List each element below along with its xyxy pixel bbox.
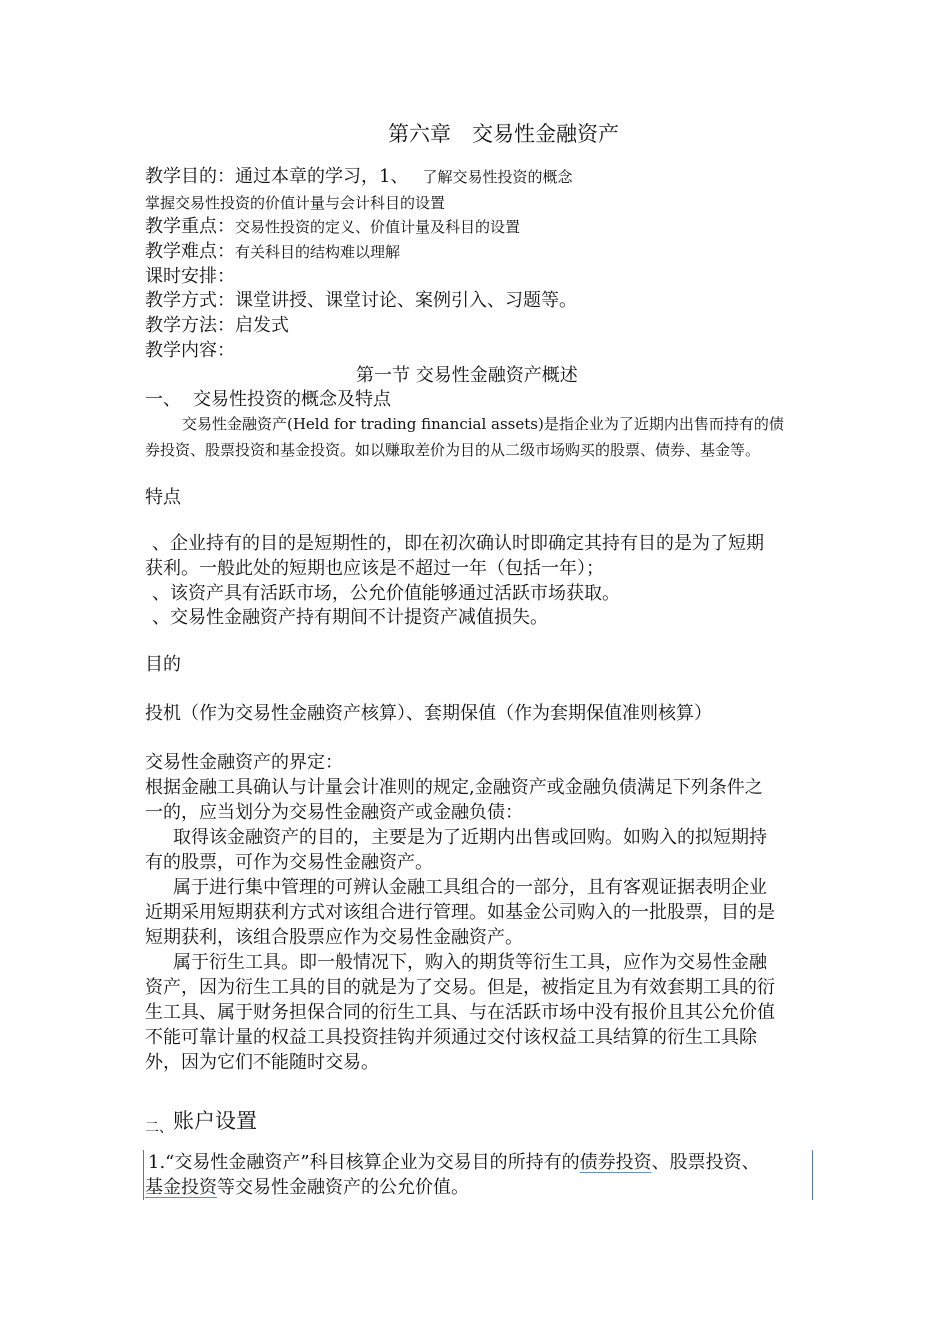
fund-investment-link[interactable]: 基金投资 xyxy=(145,1177,217,1198)
account-line-2-end: 等交易性金融资产的公允价值。 xyxy=(217,1177,469,1198)
objective-point-1: 了解交易性投资的概念 xyxy=(422,168,573,186)
bond-investment-link[interactable]: 债券投资 xyxy=(579,1152,652,1173)
content-label: 教学内容： xyxy=(145,340,235,361)
method-way-label: 教学方式： xyxy=(145,290,235,311)
condition-1-line-1: 取得该金融资产的目的，主要是为了近期内出售或回购。如购入的拟短期持 xyxy=(173,827,767,848)
condition-3-line-4: 不能可靠计量的权益工具投资挂钩并须通过交付该权益工具结算的衍生工具除 xyxy=(145,1027,757,1048)
purpose-text: 投机（作为交易性金融资产核算）、套期保值（作为套期保值准则核算） xyxy=(145,703,712,724)
part-1-number: 一、 xyxy=(145,389,181,410)
account-line-1-end: 、股票投资、 xyxy=(651,1152,760,1173)
difficulties-text: 有关科目的结构难以理解 xyxy=(235,243,401,261)
method-line xyxy=(145,317,289,335)
part-2-title: 账户设置 xyxy=(173,1109,257,1133)
method-way-line xyxy=(145,292,577,310)
method-label: 教学方法： xyxy=(145,315,235,336)
key-points-label: 教学重点： xyxy=(145,216,235,237)
condition-3-line-5: 外，因为它们不能随时交易。 xyxy=(145,1052,379,1073)
method-text: 启发式 xyxy=(235,315,289,336)
part-2-heading xyxy=(145,1111,257,1135)
definition-line-1: 交易性金融资产(Held for trading financial assets)是指企业为了近期内出售而持有的债 xyxy=(182,415,784,433)
boundary-intro-line-1: 根据金融工具确认与计量会计准则的规定,金融资产或金融负债满足下列条件之 xyxy=(145,777,763,798)
feature-1-line-2: 获利。一般此处的短期也应该是不超过一年（包括一年）； xyxy=(145,558,604,579)
feature-3: 、交易性金融资产持有期间不计提资产减值损失。 xyxy=(152,607,548,628)
account-line-2 xyxy=(145,1179,469,1197)
chapter-title: 第六章 交易性金融资产 xyxy=(388,122,619,146)
part-1-title: 交易性投资的概念及特点 xyxy=(193,389,391,410)
section-1-title: 第一节 交易性金融资产概述 xyxy=(356,365,578,386)
condition-2-line-1: 属于进行集中管理的可辨认金融工具组合的一部分，且有客观证据表明企业 xyxy=(173,877,767,898)
purpose-heading: 目的 xyxy=(145,654,181,675)
key-points-text: 交易性投资的定义、价值计量及科目的设置 xyxy=(235,218,521,236)
condition-3-line-3: 生工具、属于财务担保合同的衍生工具、与在活跃市场中没有报价且其公允价值 xyxy=(145,1002,775,1023)
condition-2-line-3: 短期获利，该组合股票应作为交易性金融资产。 xyxy=(145,927,523,948)
objective-line xyxy=(145,168,572,186)
condition-2-line-2: 近期采用短期获利方式对该组合进行管理。如基金公司购入的一批股票，目的是 xyxy=(145,902,775,923)
boundary-intro-line-2: 一的，应当划分为交易性金融资产或金融负债： xyxy=(145,802,523,823)
condition-3-line-1: 属于衍生工具。即一般情况下，购入的期货等衍生工具，应作为交易性金融 xyxy=(173,952,767,973)
difficulties-line xyxy=(145,243,400,261)
part-2-number: 二、 xyxy=(145,1120,173,1136)
account-line-1 xyxy=(148,1154,760,1172)
definition-line-2: 券投资、股票投资和基金投资。如以赚取差价为目的从二级市场购买的股票、债券、基金等。 xyxy=(145,441,761,459)
feature-1-line-1: 、企业持有的目的是短期性的，即在初次确认时即确定其持有目的是为了短期 xyxy=(152,533,764,554)
features-heading: 特点 xyxy=(145,487,181,508)
objective-text: 通过本章的学习，1、 xyxy=(235,166,409,187)
feature-2: 、该资产具有活跃市场，公允价值能够通过活跃市场获取。 xyxy=(152,583,620,604)
condition-1-line-2: 有的股票，可作为交易性金融资产。 xyxy=(145,852,433,873)
part-1-heading xyxy=(145,391,391,409)
schedule-label: 课时安排： xyxy=(145,266,235,287)
condition-3-line-2: 资产，因为衍生工具的目的就是为了交易。但是，被指定且为有效套期工具的衍 xyxy=(145,977,775,998)
objective-point-2: 掌握交易性投资的价值计量与会计科目的设置 xyxy=(145,194,446,212)
account-line-1-start: 1.“交易性金融资产”科目核算企业为交易目的所持有的 xyxy=(148,1152,580,1173)
key-points-line xyxy=(145,218,520,236)
boundary-heading: 交易性金融资产的界定： xyxy=(145,752,343,773)
method-way-text: 课堂讲授、课堂讨论、案例引入、习题等。 xyxy=(235,290,577,311)
objective-label: 教学目的： xyxy=(145,166,235,187)
difficulties-label: 教学难点： xyxy=(145,241,235,262)
